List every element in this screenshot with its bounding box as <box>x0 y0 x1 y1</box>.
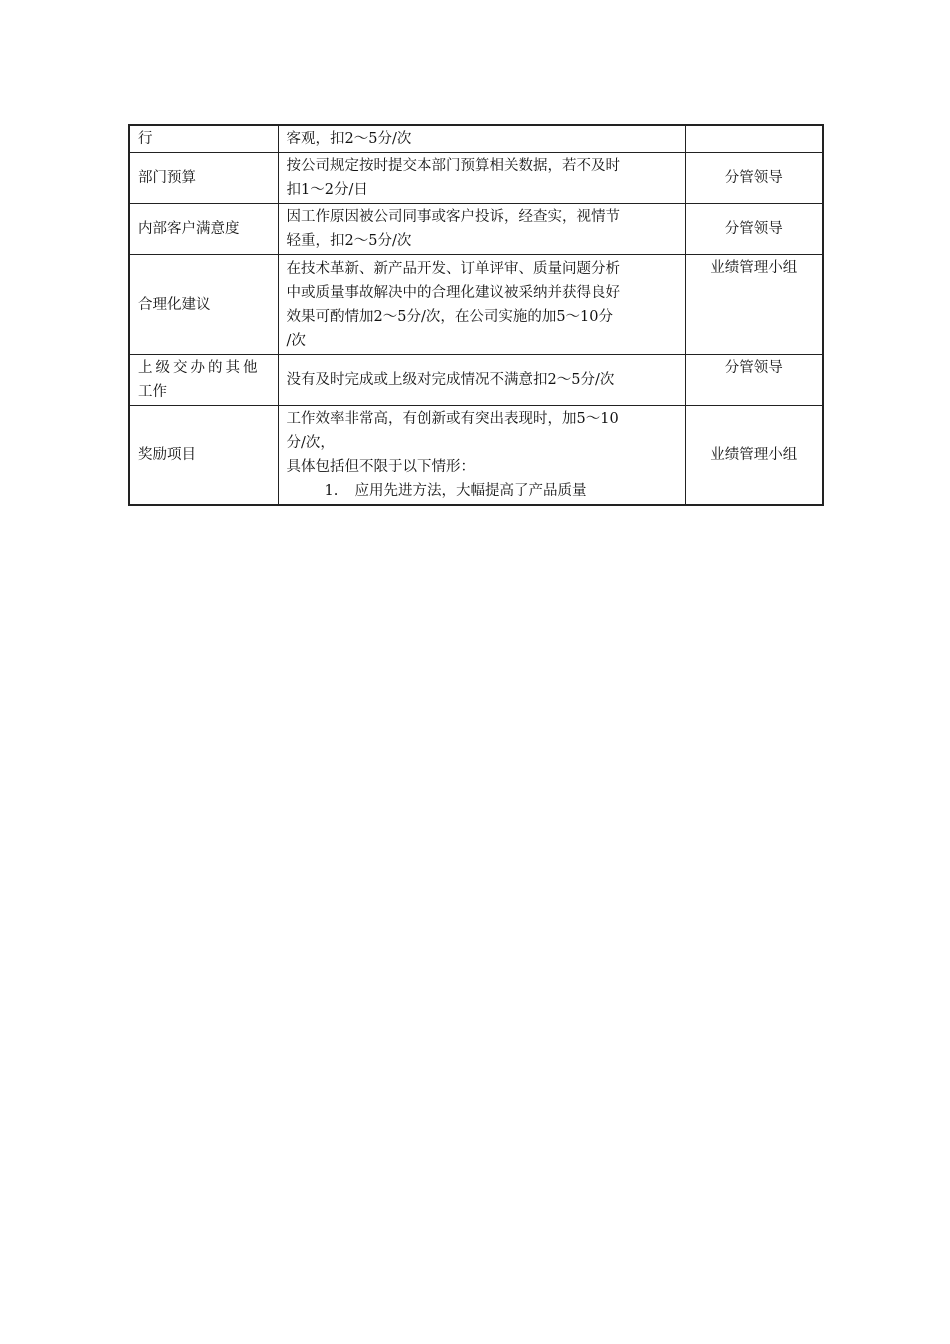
assessment-table <box>128 124 824 506</box>
owner-cell: 分管领导 <box>685 153 823 204</box>
description-cell <box>278 204 685 255</box>
item-cell: 合理化建议 <box>129 255 278 355</box>
table-row <box>129 255 823 355</box>
description-cell <box>278 125 685 153</box>
item-line: 上级交办的其他 <box>138 360 261 376</box>
owner-cell <box>685 125 823 153</box>
description-line: 因工作原因被公司同事或客户投诉，经查实，视情节 <box>286 209 620 225</box>
item-cell: 部门预算 <box>129 153 278 204</box>
list-text: 应用先进方法，大幅提高了产品质量 <box>354 483 587 499</box>
table-row <box>129 153 823 204</box>
owner-cell: 业绩管理小组 <box>685 406 823 506</box>
description-line: 效果可酌情加2～5分/次，在公司实施的加5～10分 <box>286 308 614 325</box>
list-number: 1. <box>324 483 339 499</box>
item-line: 工作 <box>138 384 167 400</box>
item-cell: 内部客户满意度 <box>129 204 278 255</box>
description-line: 没有及时完成或上级对完成情况不满意扣2～5分/次 <box>286 372 615 388</box>
description-line: /次 <box>286 332 306 349</box>
description-line: 客观，扣2～5分/次 <box>286 131 412 147</box>
table-row <box>129 355 823 406</box>
description-line: 工作效率非常高，有创新或有突出表现时，加5～10 <box>286 411 619 427</box>
description-cell <box>278 255 685 355</box>
description-line: 在技术革新、新产品开发、订单评审、质量问题分析 <box>286 260 620 277</box>
item-cell <box>129 355 278 406</box>
description-cell <box>278 355 685 406</box>
list-item <box>287 479 677 503</box>
description-cell <box>278 406 685 506</box>
owner-cell: 分管领导 <box>685 355 823 406</box>
description-line: 按公司规定按时提交本部门预算相关数据，若不及时 <box>286 158 620 174</box>
description-cell <box>278 153 685 204</box>
table-row <box>129 204 823 255</box>
item-cell: 奖励项目 <box>129 406 278 506</box>
item-cell: 行 <box>129 125 278 153</box>
owner-cell: 分管领导 <box>685 204 823 255</box>
description-line: 轻重，扣2～5分/次 <box>286 233 412 249</box>
owner-cell: 业绩管理小组 <box>685 255 823 355</box>
description-line: 具体包括但不限于以下情形： <box>286 459 475 475</box>
description-line: 分/次， <box>286 435 335 451</box>
table-row <box>129 406 823 506</box>
description-line: 扣1～2分/日 <box>286 182 368 198</box>
description-line: 中或质量事故解决中的合理化建议被采纳并获得良好 <box>286 284 620 301</box>
table-row <box>129 125 823 153</box>
